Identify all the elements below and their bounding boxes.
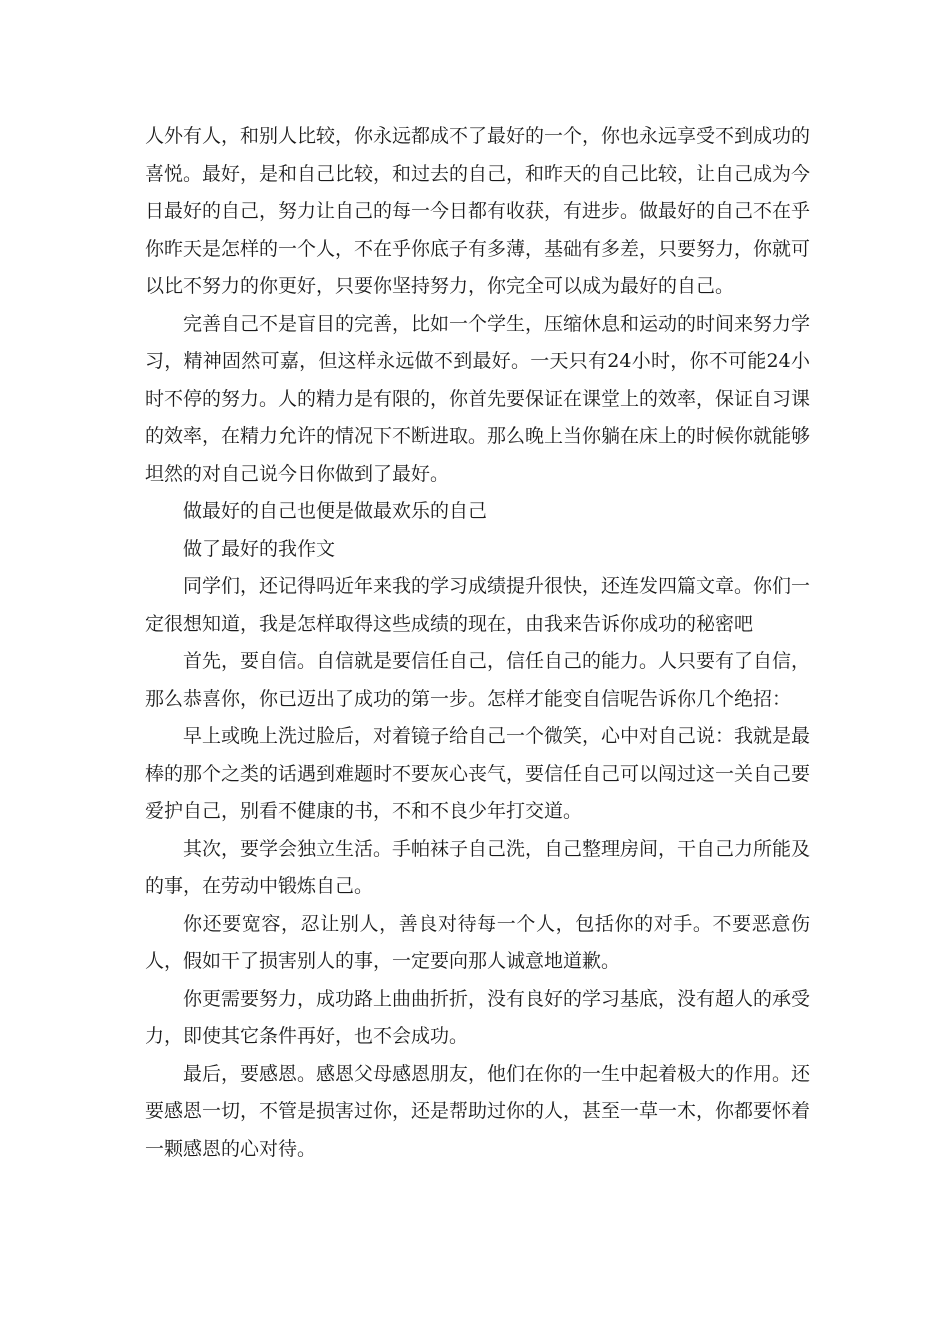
essay-title: 做了最好的我作文 [183,537,336,560]
paragraph-9: 你还要宽容，忍让别人，善良对待每一个人，包括你的对手。不要恶意伤人，假如干了损害别人的事，一定要向那人诚意地道歉。 [145,912,810,972]
paragraph-8: 其次，要学会独立生活。手帕袜子自己洗，自己整理房间，干自己力所能及的事，在劳动中锻炼自己。 [145,837,811,897]
paragraph-1: 人外有人，和别人比较，你永远都成不了最好的一个，你也永远享受不到成功的喜悦。最好，是和自己比较，和过去的自己，和昨天的自己比较，让自己成为今日最好的自己，努力让自己的每一今日都有收获，有进步。做最好的自己不在乎你昨天是怎样的一个人，不在乎你底子有多薄，基础有多差，只要努力，你就可以比不努力的你更好，只要你坚持努力，你完全可以成为最好的自己。 [145,125,811,297]
paragraph-5: 同学们，还记得吗近年来我的学习成绩提升很快，还连发四篇文章。你们一定很想知道，我是怎样取得这些成绩的现在，由我来告诉你成功的秘密吧 [145,575,811,635]
paragraph-6: 首先，要自信。自信就是要信任自己，信任自己的能力。人只要有了自信，那么恭喜你，你已迈出了成功的第一步。怎样才能变自信呢告诉你几个绝招： [145,650,811,710]
paragraph-10: 你更需要努力，成功路上曲曲折折，没有良好的学习基底，没有超人的承受力，即使其它条件再好，也不会成功。 [145,987,811,1047]
paragraph-3: 做最好的自己也便是做最欢乐的自己 [183,500,488,522]
paragraph-11: 最后，要感恩。感恩父母感恩朋友，他们在你的一生中起着极大的作用。还要感恩一切，不管是损害过你，还是帮助过你的人，甚至一草一木，你都要怀着一颗感恩的心对待。 [145,1062,811,1160]
paragraph-2: 完善自己不是盲目的完善，比如一个学生，压缩休息和运动的时间来努力学习，精神固然可嘉，但这样永远做不到最好。一天只有24小时，你不可能24小时不停的努力。人的精力是有限的，你首先要保证在课堂上的效率，保证自习课的效率，在精力允许的情况下不断进取。那么晚上当你躺在床上的时候你就能够坦然的对自己说今日你做到了最好。 [145,312,811,485]
document-body [145,118,810,1168]
paragraph-7: 早上或晚上洗过脸后，对着镜子给自己一个微笑，心中对自己说：我就是最棒的那个之类的话遇到难题时不要灰心丧气，要信任自己可以闯过这一关自己要爱护自己，别看不健康的书，不和不良少年打交道。 [145,725,811,822]
